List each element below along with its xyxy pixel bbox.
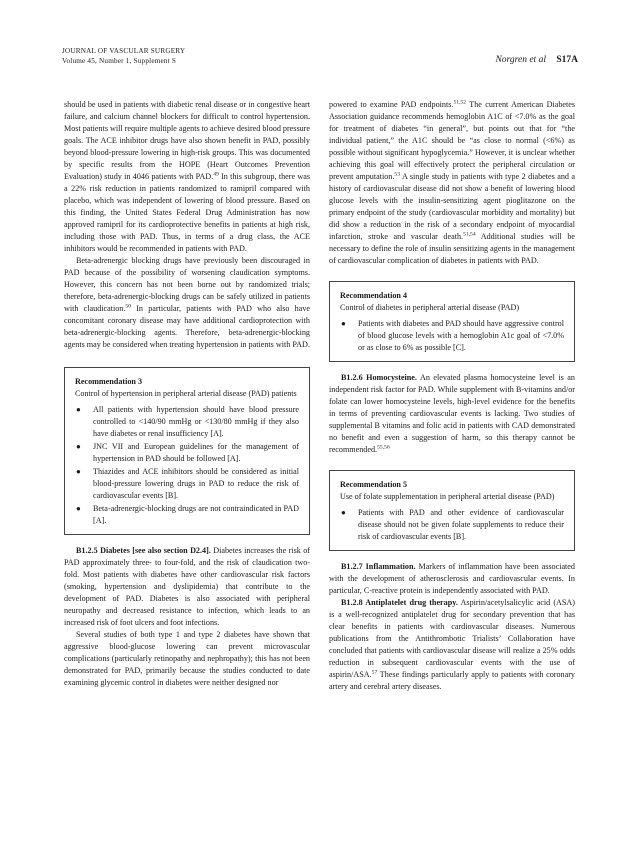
citation: 57 <box>371 669 378 676</box>
left-column <box>64 99 310 689</box>
paragraph-ada-guidance: powered to examine PAD endpoints.$^{51,52}$ The current American Diabetes Association guidance recommends hemoglobin A1C of <7.0% as the goal for treatment of diabetes “in general”, but points out that for “the individual patient,” the A1C should be “as close to normal (<6%) as possible without significant hypoglycemia.” However, it is unclear whether achieving this goal will effectively protect the peripheral circulation or prevent amputation.$^{53}$ A single study in patients with type 2 diabetes and a history of cardiovascular disease did not show a benefit of lowering blood glucose levels with the insulin-sensitizing agent pioglitazone on the primary endpoint of the study (cardiovascular morbidity and mortality) but did show a reduction in the risk of a secondary endpoint of myocardial infarction, stroke and vascular death.$^{51,54}$ Additional studies will be necessary to define the role of insulin sensitizing agents in the management of cardiovascular complication of diabetes in patients with PAD. <box>329 99 576 265</box>
citation: 51,52 <box>453 99 467 106</box>
list-item: ● Patients with PAD and other evidence of cardiovascular disease should not be given folate supplements to reduce their risk of cardiovascular events [B]. <box>340 507 564 543</box>
volume-info: Volume 45, Number 1, Supplement S <box>62 57 177 65</box>
paragraph-diabetes-studies: Several studies of both type 1 and type 2 diabetes have shown that aggressive blood-glucose lowering can prevent microvascular complications (particularly retinopathy and nephropathy); this has not been demonstrated for PAD, primarily because the studies conducted to date examining glycemic control in diabetes were neither designed nor <box>64 630 310 687</box>
recommendation-3-box <box>64 367 310 535</box>
list-item: ● JNC VII and European guidelines for the management of hypertension in PAD should be followed [A]. <box>75 441 299 465</box>
citation: 49 <box>213 171 219 178</box>
paragraph-beta-blockers: Beta-adrenergic blocking drugs have previously been discouraged in PAD because of the possibility of worsening claudication symptoms. However, this concern has not been borne out by randomized trials; therefore, beta-adrenergic-blocking drugs can be safely utilized in patients with claudication.$^{50}$ In particular, patients with PAD who also have concomitant coronary disease may have additional cardioprotection with beta-adrenergic-blocking agents. Therefore, beta-adrenergic-blocking agents may be considered when treating hypertension in patients with PAD. <box>64 256 310 349</box>
list-item: ● All patients with hypertension should have blood pressure controlled to <140/90 mmHg or <130/80 mmHg if they also have diabetes or renal insufficiency [A]. <box>75 404 299 440</box>
list-item: ● Thiazides and ACE inhibitors should be considered as initial blood-pressure lowering drugs in PAD to reduce the risk of cardiovascular events [B]. <box>75 466 299 502</box>
recommendation-list <box>340 318 564 354</box>
paragraph-ace-inhibitors: should be used in patients with diabetic renal disease or in congestive heart failure, and calcium channel blockers for difficult to control hypertension. Most patients will require multiple agents to achieve desired blood pressure goals. The ACE inhibitor drugs have also shown benefit in PAD, possibly beyond blood-pressure lowering in high-risk groups. This was documented by specific results from the HOPE (Heart Outcomes Prevention Evaluation) study in 4046 patients with PAD.$^{49}$ In this subgroup, there was a 22% risk reduction in patients randomized to ramipril compared with placebo, which was independent of lowering of blood pressure. Based on this finding, the United States Federal Drug Administration has now approved ramipril for its cardioprotective benefits in patients at high risk, including those with PAD. Thus, in terms of a drug class, the ACE inhibitors would be recommended in patients with PAD. <box>64 100 311 253</box>
recommendation-subtitle: Use of folate supplementation in peripheral arterial disease (PAD) <box>340 492 555 501</box>
recommendation-title: Recommendation 5 <box>340 480 408 489</box>
list-item: ● Patients with diabetes and PAD should have aggressive control of blood glucose levels with a hemoglobin A1c goal of <7.0% or as close to 6% as possible [C]. <box>340 318 564 354</box>
recommendation-5-box <box>329 470 575 551</box>
section-heading: B1.2.5 Diabetes [see also section D2.4]. <box>76 546 211 555</box>
list-item: ● Beta-adrenergic-blocking drugs are not contraindicated in PAD [A]. <box>75 503 299 527</box>
running-header-right <box>495 55 578 65</box>
section-heading: B1.2.6 Homocysteine. <box>341 373 417 382</box>
paragraph-inflammation: B1.2.7 Inflammation. Markers of inflammation have been associated with the development of atherosclerosis and cardiovascular events. In particular, C-reactive protein is independently associated with PAD. <box>329 562 575 595</box>
journal-name: JOURNAL OF VASCULAR SURGERY <box>62 47 186 55</box>
recommendation-list <box>340 507 564 543</box>
page-number: S17A <box>556 55 578 65</box>
right-column <box>329 99 575 693</box>
citation: 53 <box>394 171 400 178</box>
citation: 55,56 <box>377 444 390 451</box>
recommendation-subtitle: Control of hypertension in peripheral arterial disease (PAD) patients <box>75 389 297 398</box>
section-heading: B1.2.8 Antiplatelet drug therapy. <box>341 598 458 607</box>
recommendation-title: Recommendation 4 <box>340 291 408 300</box>
recommendation-title: Recommendation 3 <box>75 377 143 386</box>
recommendation-list <box>75 404 299 527</box>
citation: 50 <box>125 303 131 310</box>
author-line: Norgren et al <box>495 55 546 65</box>
citation: 51,54 <box>463 231 476 238</box>
recommendation-subtitle: Control of diabetes in peripheral arterial disease (PAD) <box>340 303 520 312</box>
recommendation-4-box <box>329 281 575 362</box>
paragraph-homocysteine: B1.2.6 Homocysteine. An elevated plasma homocysteine level is an independent risk factor for PAD. While supplement with B-vitamins and/or folate can lower homocysteine levels, high-level evidence for the benefits in terms of preventing cardiovascular events is lacking. Two studies of supplemental B vitamins and folic acid in patients with CAD demonstrated no benefit and even a suggestion of harm, so this therapy cannot be recommended.$^{55,56}$ <box>329 373 575 454</box>
paragraph-diabetes: B1.2.5 Diabetes [see also section D2.4]. Diabetes increases the risk of PAD approximately three- to four-fold, and the risk of claudication two-fold. Most patients with diabetes have other cardiovascular risk factors (smoking, hypertension and dyslipidemia) that contribute to the development of PAD. Diabetes is also associated with peripheral neuropathy and decreased resistance to infection, which leads to an increased risk of foot ulcers and foot infections. <box>64 546 310 627</box>
running-header-left <box>62 46 185 66</box>
section-heading: B1.2.7 Inflammation. <box>341 562 416 571</box>
paragraph-antiplatelet: B1.2.8 Antiplatelet drug therapy. Aspirin/acetylsalicylic acid (ASA) is a well-recognized antiplatelet drug for secondary prevention that has clear benefits in patients with cardiovascular diseases. Numerous publications from the Antithrombotic Trialists’ Collaboration have concluded that patients with cardiovascular disease will realize a 25% odds reduction in subsequent cardiovascular events with the use of aspirin/ASA.$^{57}$ These findings particularly apply to patients with coronary artery and cerebral artery diseases. <box>329 598 575 691</box>
